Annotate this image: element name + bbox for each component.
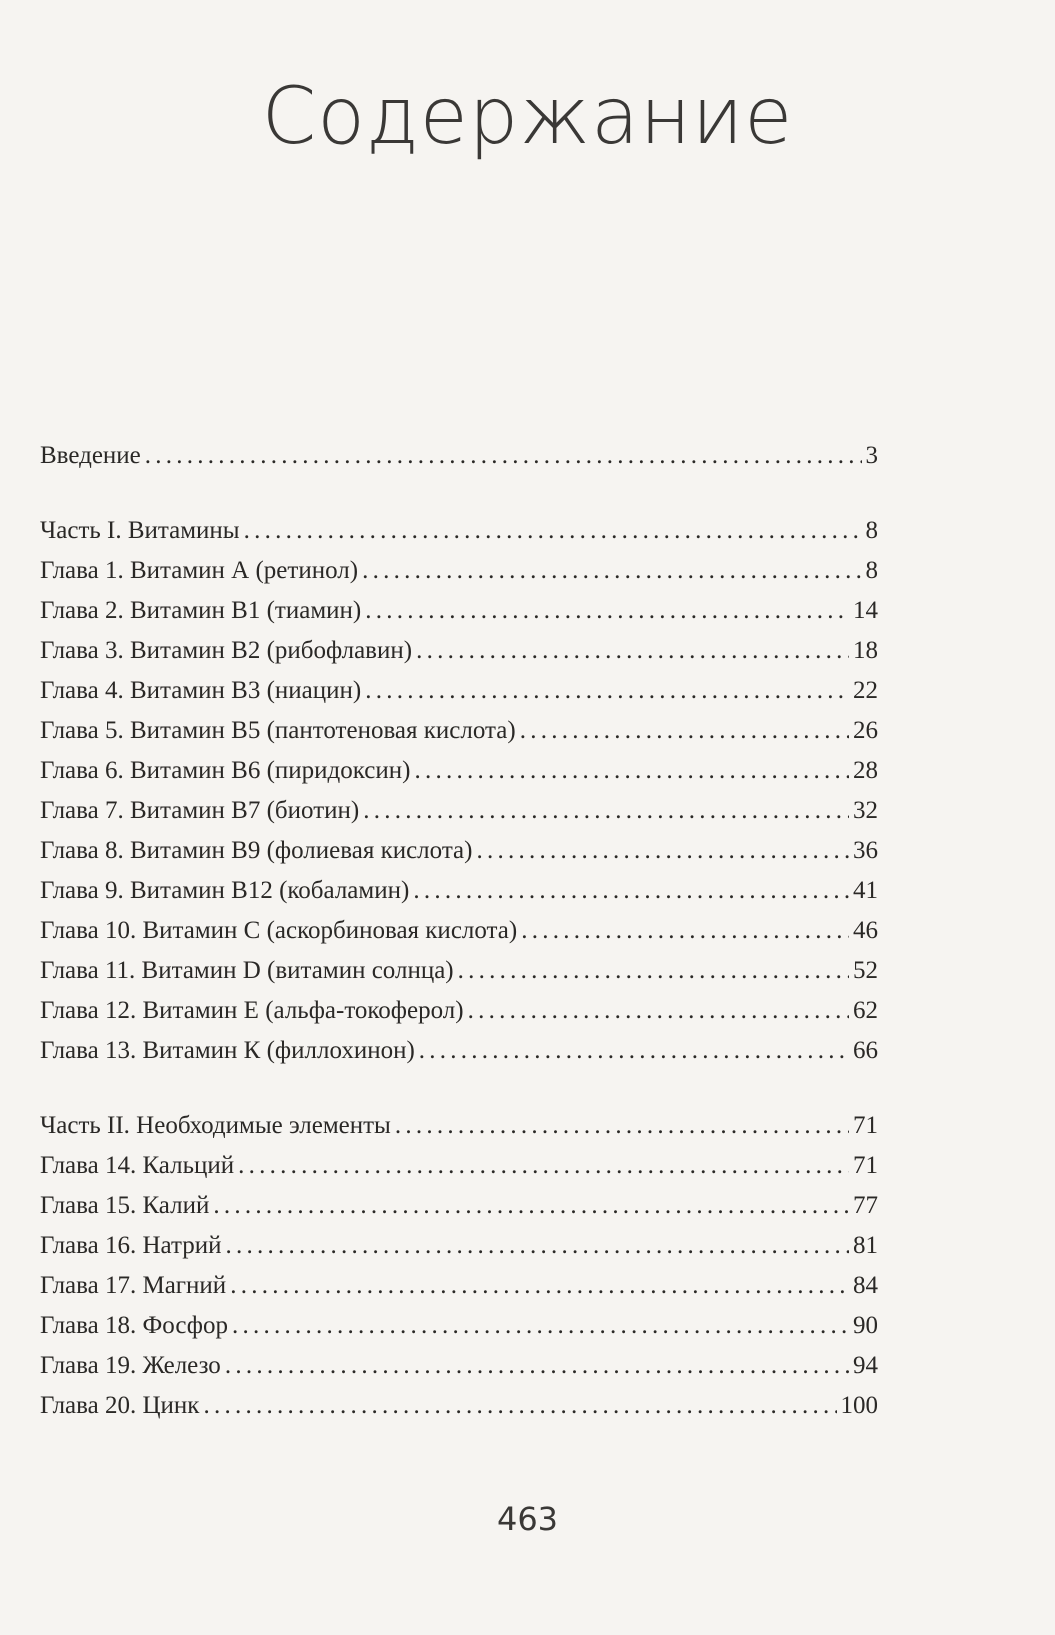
dot-leader (203, 1390, 836, 1422)
toc-entry-label: Глава 4. Витамин В3 (ниацин) (40, 677, 362, 704)
dot-leader (521, 915, 849, 947)
toc-entry-page: 28 (853, 757, 878, 784)
toc-entry-page: 94 (853, 1352, 878, 1379)
toc-entry-chapter-9[interactable] (40, 875, 878, 907)
toc-entry-chapter-19[interactable] (40, 1350, 878, 1382)
dot-leader (365, 675, 849, 707)
dot-leader (414, 755, 849, 787)
dot-leader (416, 635, 849, 667)
toc-entry-page: 26 (853, 717, 878, 744)
page-number: 463 (496, 1500, 559, 1538)
toc-entry-part-2[interactable] (40, 1110, 878, 1142)
toc-entry-chapter-15[interactable] (40, 1190, 878, 1222)
toc-entry-chapter-16[interactable] (40, 1230, 878, 1262)
toc-entry-label: Глава 14. Кальций (40, 1152, 235, 1179)
toc-entry-page: 90 (853, 1312, 878, 1339)
toc-entry-label: Глава 19. Железо (40, 1352, 221, 1379)
toc-entry-chapter-14[interactable] (40, 1150, 878, 1182)
dot-leader (225, 1230, 849, 1262)
toc-entry-label: Глава 18. Фосфор (40, 1312, 228, 1339)
dot-leader (225, 1350, 849, 1382)
dot-leader (363, 795, 849, 827)
toc-entry-label: Глава 6. Витамин В6 (пиридоксин) (40, 757, 411, 784)
toc-entry-page: 8 (865, 517, 878, 544)
toc-entry-page: 18 (853, 637, 878, 664)
toc-entry-page: 14 (853, 597, 878, 624)
toc-entry-chapter-4[interactable] (40, 675, 878, 707)
toc-entry-label: Глава 12. Витамин Е (альфа-токоферол) (40, 997, 464, 1024)
toc-entry-label: Часть I. Витамины (40, 517, 240, 544)
toc-entry-label: Глава 2. Витамин В1 (тиамин) (40, 597, 362, 624)
toc-entry-label: Глава 11. Витамин D (витамин солнца) (40, 957, 454, 984)
dot-leader (476, 835, 849, 867)
toc-entry-chapter-2[interactable] (40, 595, 878, 627)
toc-entry-chapter-11[interactable] (40, 955, 878, 987)
toc-entry-chapter-5[interactable] (40, 715, 878, 747)
dot-leader (238, 1150, 849, 1182)
dot-leader (362, 555, 861, 587)
toc-entry-label: Глава 5. Витамин В5 (пантотеновая кислота) (40, 717, 516, 744)
dot-leader (395, 1110, 849, 1142)
toc-entry-chapter-17[interactable] (40, 1270, 878, 1302)
toc-entry-page: 66 (853, 1037, 878, 1064)
toc-entry-label: Глава 17. Магний (40, 1272, 227, 1299)
toc-entry-chapter-10[interactable] (40, 915, 878, 947)
toc-entry-page: 36 (853, 837, 878, 864)
toc-entry-label: Глава 8. Витамин В9 (фолиевая кислота) (40, 837, 473, 864)
dot-leader (232, 1310, 849, 1342)
page-title: Содержание (261, 72, 794, 162)
toc-entry-introduction[interactable] (40, 440, 878, 472)
dot-leader (458, 955, 849, 987)
toc-entry-label: Глава 9. Витамин В12 (кобаламин) (40, 877, 410, 904)
toc-entry-label: Глава 15. Калий (40, 1192, 210, 1219)
toc-entry-chapter-20[interactable] (40, 1390, 878, 1422)
toc-entry-chapter-18[interactable] (40, 1310, 878, 1342)
dot-leader (244, 515, 862, 547)
toc-entry-chapter-12[interactable] (40, 995, 878, 1027)
toc-entry-chapter-6[interactable] (40, 755, 878, 787)
toc-entry-label: Глава 16. Натрий (40, 1232, 222, 1259)
toc-entry-chapter-8[interactable] (40, 835, 878, 867)
toc-entry-label: Глава 1. Витамин А (ретинол) (40, 557, 359, 584)
dot-leader (213, 1190, 849, 1222)
toc-entry-page: 52 (853, 957, 878, 984)
toc-entry-label: Глава 13. Витамин К (филлохинон) (40, 1037, 415, 1064)
toc-entry-label: Глава 20. Цинк (40, 1392, 200, 1419)
toc-entry-chapter-1[interactable] (40, 555, 878, 587)
toc-entry-label: Введение (40, 442, 141, 469)
toc-entry-page: 81 (853, 1232, 878, 1259)
toc-entry-page: 22 (853, 677, 878, 704)
dot-leader (520, 715, 849, 747)
toc-entry-page: 3 (865, 442, 878, 469)
dot-leader (419, 1035, 849, 1067)
toc-entry-page: 100 (840, 1392, 878, 1419)
toc-entry-page: 41 (853, 877, 878, 904)
dot-leader (413, 875, 849, 907)
toc-entry-page: 62 (853, 997, 878, 1024)
toc-entry-label: Глава 7. Витамин В7 (биотин) (40, 797, 360, 824)
toc-entry-page: 46 (853, 917, 878, 944)
toc-entry-page: 71 (853, 1152, 878, 1179)
toc-entry-chapter-13[interactable] (40, 1035, 878, 1067)
dot-leader (230, 1270, 849, 1302)
toc-entry-part-1[interactable] (40, 515, 878, 547)
toc-entry-page: 32 (853, 797, 878, 824)
toc-entry-page: 77 (853, 1192, 878, 1219)
toc-entry-label: Глава 10. Витамин С (аскорбиновая кислота) (40, 917, 518, 944)
dot-leader (365, 595, 849, 627)
toc-entry-chapter-7[interactable] (40, 795, 878, 827)
toc-entry-page: 84 (853, 1272, 878, 1299)
toc-entry-chapter-3[interactable] (40, 635, 878, 667)
dot-leader (468, 995, 849, 1027)
toc-entry-page: 8 (865, 557, 878, 584)
dot-leader (145, 440, 862, 472)
toc-entry-label: Часть II. Необходимые элементы (40, 1112, 391, 1139)
toc-entry-page: 71 (853, 1112, 878, 1139)
toc-entry-label: Глава 3. Витамин В2 (рибофлавин) (40, 637, 413, 664)
